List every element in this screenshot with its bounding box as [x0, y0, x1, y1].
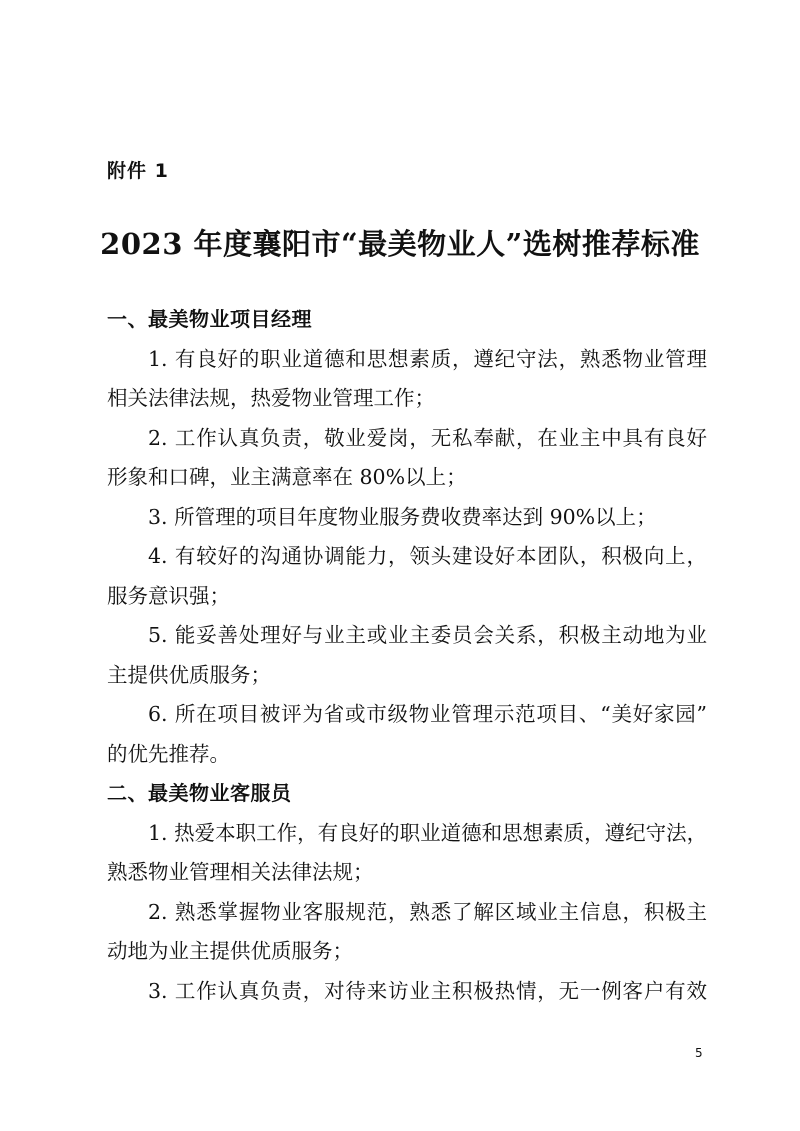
paragraph-line: 主提供优质服务；: [107, 662, 271, 687]
paragraph-line: 的优先推荐。: [107, 741, 230, 766]
paragraph-line: 2. 工作认真负责，敬业爱岗，无私奉献，在业主中具有良好: [148, 425, 707, 450]
page-number: 5: [695, 1046, 703, 1060]
paragraph-line: 2. 熟悉掌握物业客服规范，熟悉了解区域业主信息，积极主: [148, 899, 707, 924]
paragraph-line: 5. 能妥善处理好与业主或业主委员会关系，积极主动地为业: [148, 623, 707, 647]
section-heading: 一、最美物业项目经理: [107, 307, 312, 331]
paragraph-line: 1. 热爱本职工作，有良好的职业道德和思想素质，遵纪守法，: [148, 820, 707, 845]
document-title: 2023 年度襄阳市“最美物业人”选树推荐标准: [100, 227, 700, 261]
paragraph-line: 3. 所管理的项目年度物业服务费收费率达到 90%以上；: [148, 504, 657, 529]
paragraph-line: 服务意识强；: [107, 583, 230, 608]
paragraph-line: 动地为业主提供优质服务；: [107, 939, 353, 963]
paragraph-line: 4. 有较好的沟通协调能力，领头建设好本团队，积极向上，: [148, 544, 707, 568]
paragraph-line: 形象和口碑，业主满意率在 80%以上；: [107, 465, 467, 489]
paragraph-line: 3. 工作认真负责，对待来访业主积极热情，无一例客户有效: [148, 978, 707, 1003]
paragraph-line: 相关法律法规，热爱物业管理工作；: [107, 386, 435, 410]
attachment-label: 附件 1: [107, 160, 169, 182]
paragraph-line: 6. 所在项目被评为省或市级物业管理示范项目、“美好家园”: [148, 702, 707, 726]
paragraph-line: 熟悉物业管理相关法律法规；: [107, 860, 374, 884]
document-body: [107, 300, 707, 1011]
paragraph-line: 1. 有良好的职业道德和思想素质，遵纪守法，熟悉物业管理: [148, 346, 707, 371]
section-heading: 二、最美物业客服员: [107, 781, 292, 805]
